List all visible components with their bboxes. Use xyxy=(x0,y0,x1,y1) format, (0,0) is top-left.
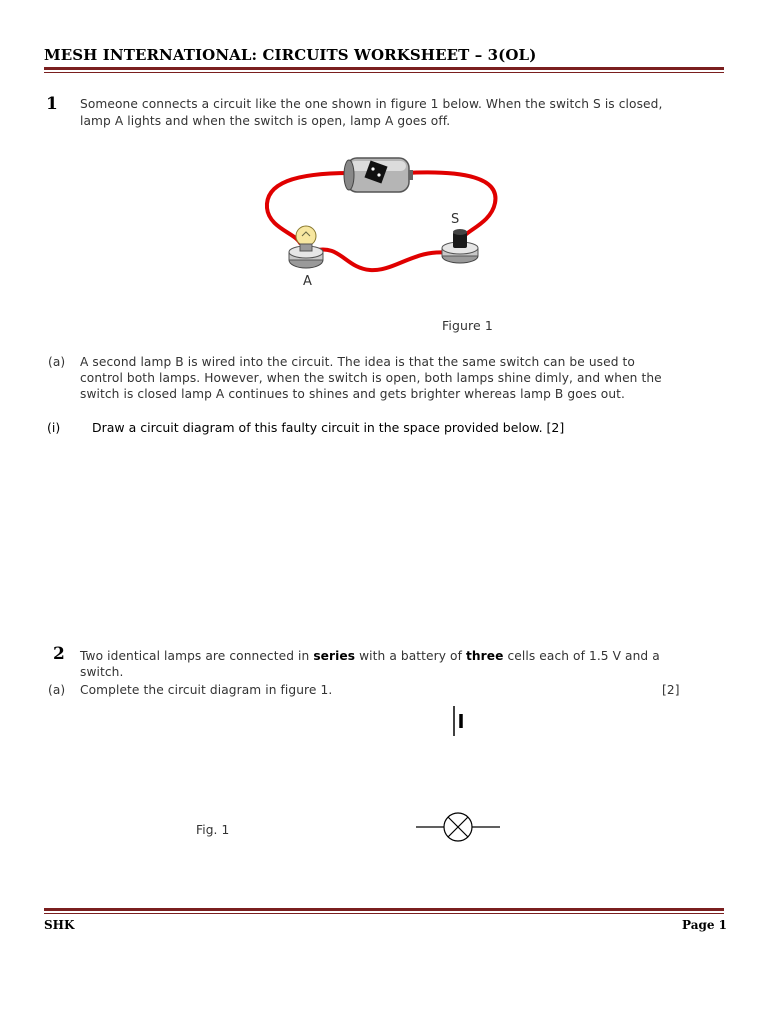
q2-line2: switch. xyxy=(80,665,124,679)
figure1-label-switch: S xyxy=(451,212,460,227)
footer-rule xyxy=(44,908,724,911)
circuit-illustration xyxy=(255,148,505,298)
question-number-2: 2 xyxy=(53,644,65,664)
battery-icon xyxy=(344,158,413,192)
q2-figure-caption: Fig. 1 xyxy=(196,823,230,837)
lamp-a-icon xyxy=(289,226,323,268)
header-rule-thin xyxy=(44,72,724,73)
wire-lamp-switch xyxy=(313,249,450,270)
page-title: MESH INTERNATIONAL: CIRCUITS WORKSHEET – 3(OL) xyxy=(44,46,537,64)
q2-part-a-marker: (a) xyxy=(48,683,66,697)
q1-intro-line1: Someone connects a circuit like the one shown in figure 1 below. When the switch S is closed, xyxy=(80,97,663,111)
q2-part-a-marks: [2] xyxy=(662,683,680,697)
q2-line1: Two identical lamps are connected in series with a battery of three cells each of 1.5 V and a xyxy=(80,649,660,663)
figure1-caption: Figure 1 xyxy=(442,318,493,333)
q1-part-i-text: Draw a circuit diagram of this faulty circuit in the space provided below. [2] xyxy=(92,420,565,435)
q1-intro-line2: lamp A lights and when the switch is open, lamp A goes off. xyxy=(80,114,451,128)
footer-initials: SHK xyxy=(44,918,75,932)
switch-icon xyxy=(442,229,478,263)
figure1-label-lamp: A xyxy=(303,274,312,289)
q2-part-a-text: Complete the circuit diagram in figure 1. xyxy=(80,683,333,697)
page-number: Page 1 xyxy=(682,918,728,932)
q1-part-i-marker: (i) xyxy=(47,420,61,435)
question-number-1: 1 xyxy=(46,94,58,114)
wire-battery-switch xyxy=(405,172,495,240)
q1-part-a-line2: control both lamps. However, when the switch is open, both lamps shine dimly, and when the xyxy=(80,371,662,385)
q1-part-a-line1: A second lamp B is wired into the circuit. The idea is that the same switch can be used to xyxy=(80,355,635,369)
q1-part-a-line3: switch is closed lamp A continues to shines and gets brighter whereas lamp B goes out. xyxy=(80,387,626,401)
q1-part-a-marker: (a) xyxy=(48,355,66,369)
header-rule xyxy=(44,67,724,70)
lamp-symbol-icon xyxy=(416,809,500,845)
footer-rule-thin xyxy=(44,913,724,914)
cell-symbol-icon xyxy=(448,705,468,737)
